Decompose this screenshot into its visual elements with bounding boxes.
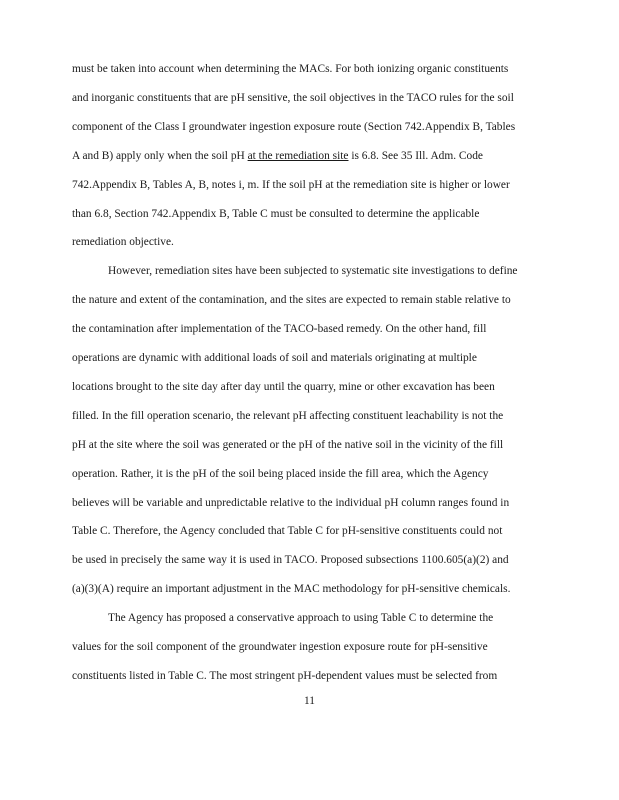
text-line: and inorganic constituents that are pH sensitive, the soil objectives in the TACO rules for the soil — [72, 92, 514, 104]
paragraph-first-line: The Agency has proposed a conservative approach to using Table C to determine the — [108, 612, 494, 624]
text-line: operation. Rather, it is the pH of the soil being placed inside the fill area, which the Agency — [72, 468, 489, 480]
text-line: locations brought to the site day after day until the quarry, mine or other excavation has been — [72, 381, 495, 393]
text-segment: is 6.8. See 35 Ill. Adm. Code — [348, 150, 483, 162]
text-line: component of the Class I groundwater ingestion exposure route (Section 742.Appendix B, Tables — [72, 121, 516, 133]
text-line: be used in precisely the same way it is used in TACO. Proposed subsections 1100.605(a)(2) and — [72, 554, 509, 566]
text-line: the contamination after implementation of the TACO-based remedy. On the other hand, fill — [72, 323, 487, 335]
text-line — [72, 149, 544, 163]
text-line: the nature and extent of the contamination, and the sites are expected to remain stable relative to — [72, 294, 511, 306]
page-number: 11 — [304, 695, 315, 707]
text-line: than 6.8, Section 742.Appendix B, Table C must be consulted to determine the applicable — [72, 208, 480, 220]
paragraph-first-line: However, remediation sites have been subjected to systematic site investigations to define — [108, 265, 518, 277]
text-line: pH at the site where the soil was generated or the pH of the native soil in the vicinity of the fill — [72, 439, 504, 451]
text-line: values for the soil component of the groundwater ingestion exposure route for pH-sensitive — [72, 641, 488, 653]
underlined-text: at the remediation site — [247, 150, 349, 162]
text-line: filled. In the fill operation scenario, the relevant pH affecting constituent leachability is not the — [72, 410, 504, 422]
text-line: remediation objective. — [72, 236, 174, 248]
text-line: (a)(3)(A) require an important adjustment in the MAC methodology for pH-sensitive chemicals. — [72, 583, 511, 595]
text-segment: A and B) apply only when the soil pH — [72, 150, 248, 162]
text-line: constituents listed in Table C. The most stringent pH-dependent values must be selected from — [72, 670, 498, 682]
text-line: must be taken into account when determining the MACs. For both ionizing organic constituents — [72, 63, 509, 75]
text-line: believes will be variable and unpredictable relative to the individual pH column ranges found in — [72, 497, 510, 509]
text-line: Table C. Therefore, the Agency concluded that Table C for pH-sensitive constituents could not — [72, 525, 503, 537]
text-line: 742.Appendix B, Tables A, B, notes i, m. If the soil pH at the remediation site is higher or lower — [72, 179, 510, 191]
text-line: operations are dynamic with additional loads of soil and materials originating at multiple — [72, 352, 477, 364]
